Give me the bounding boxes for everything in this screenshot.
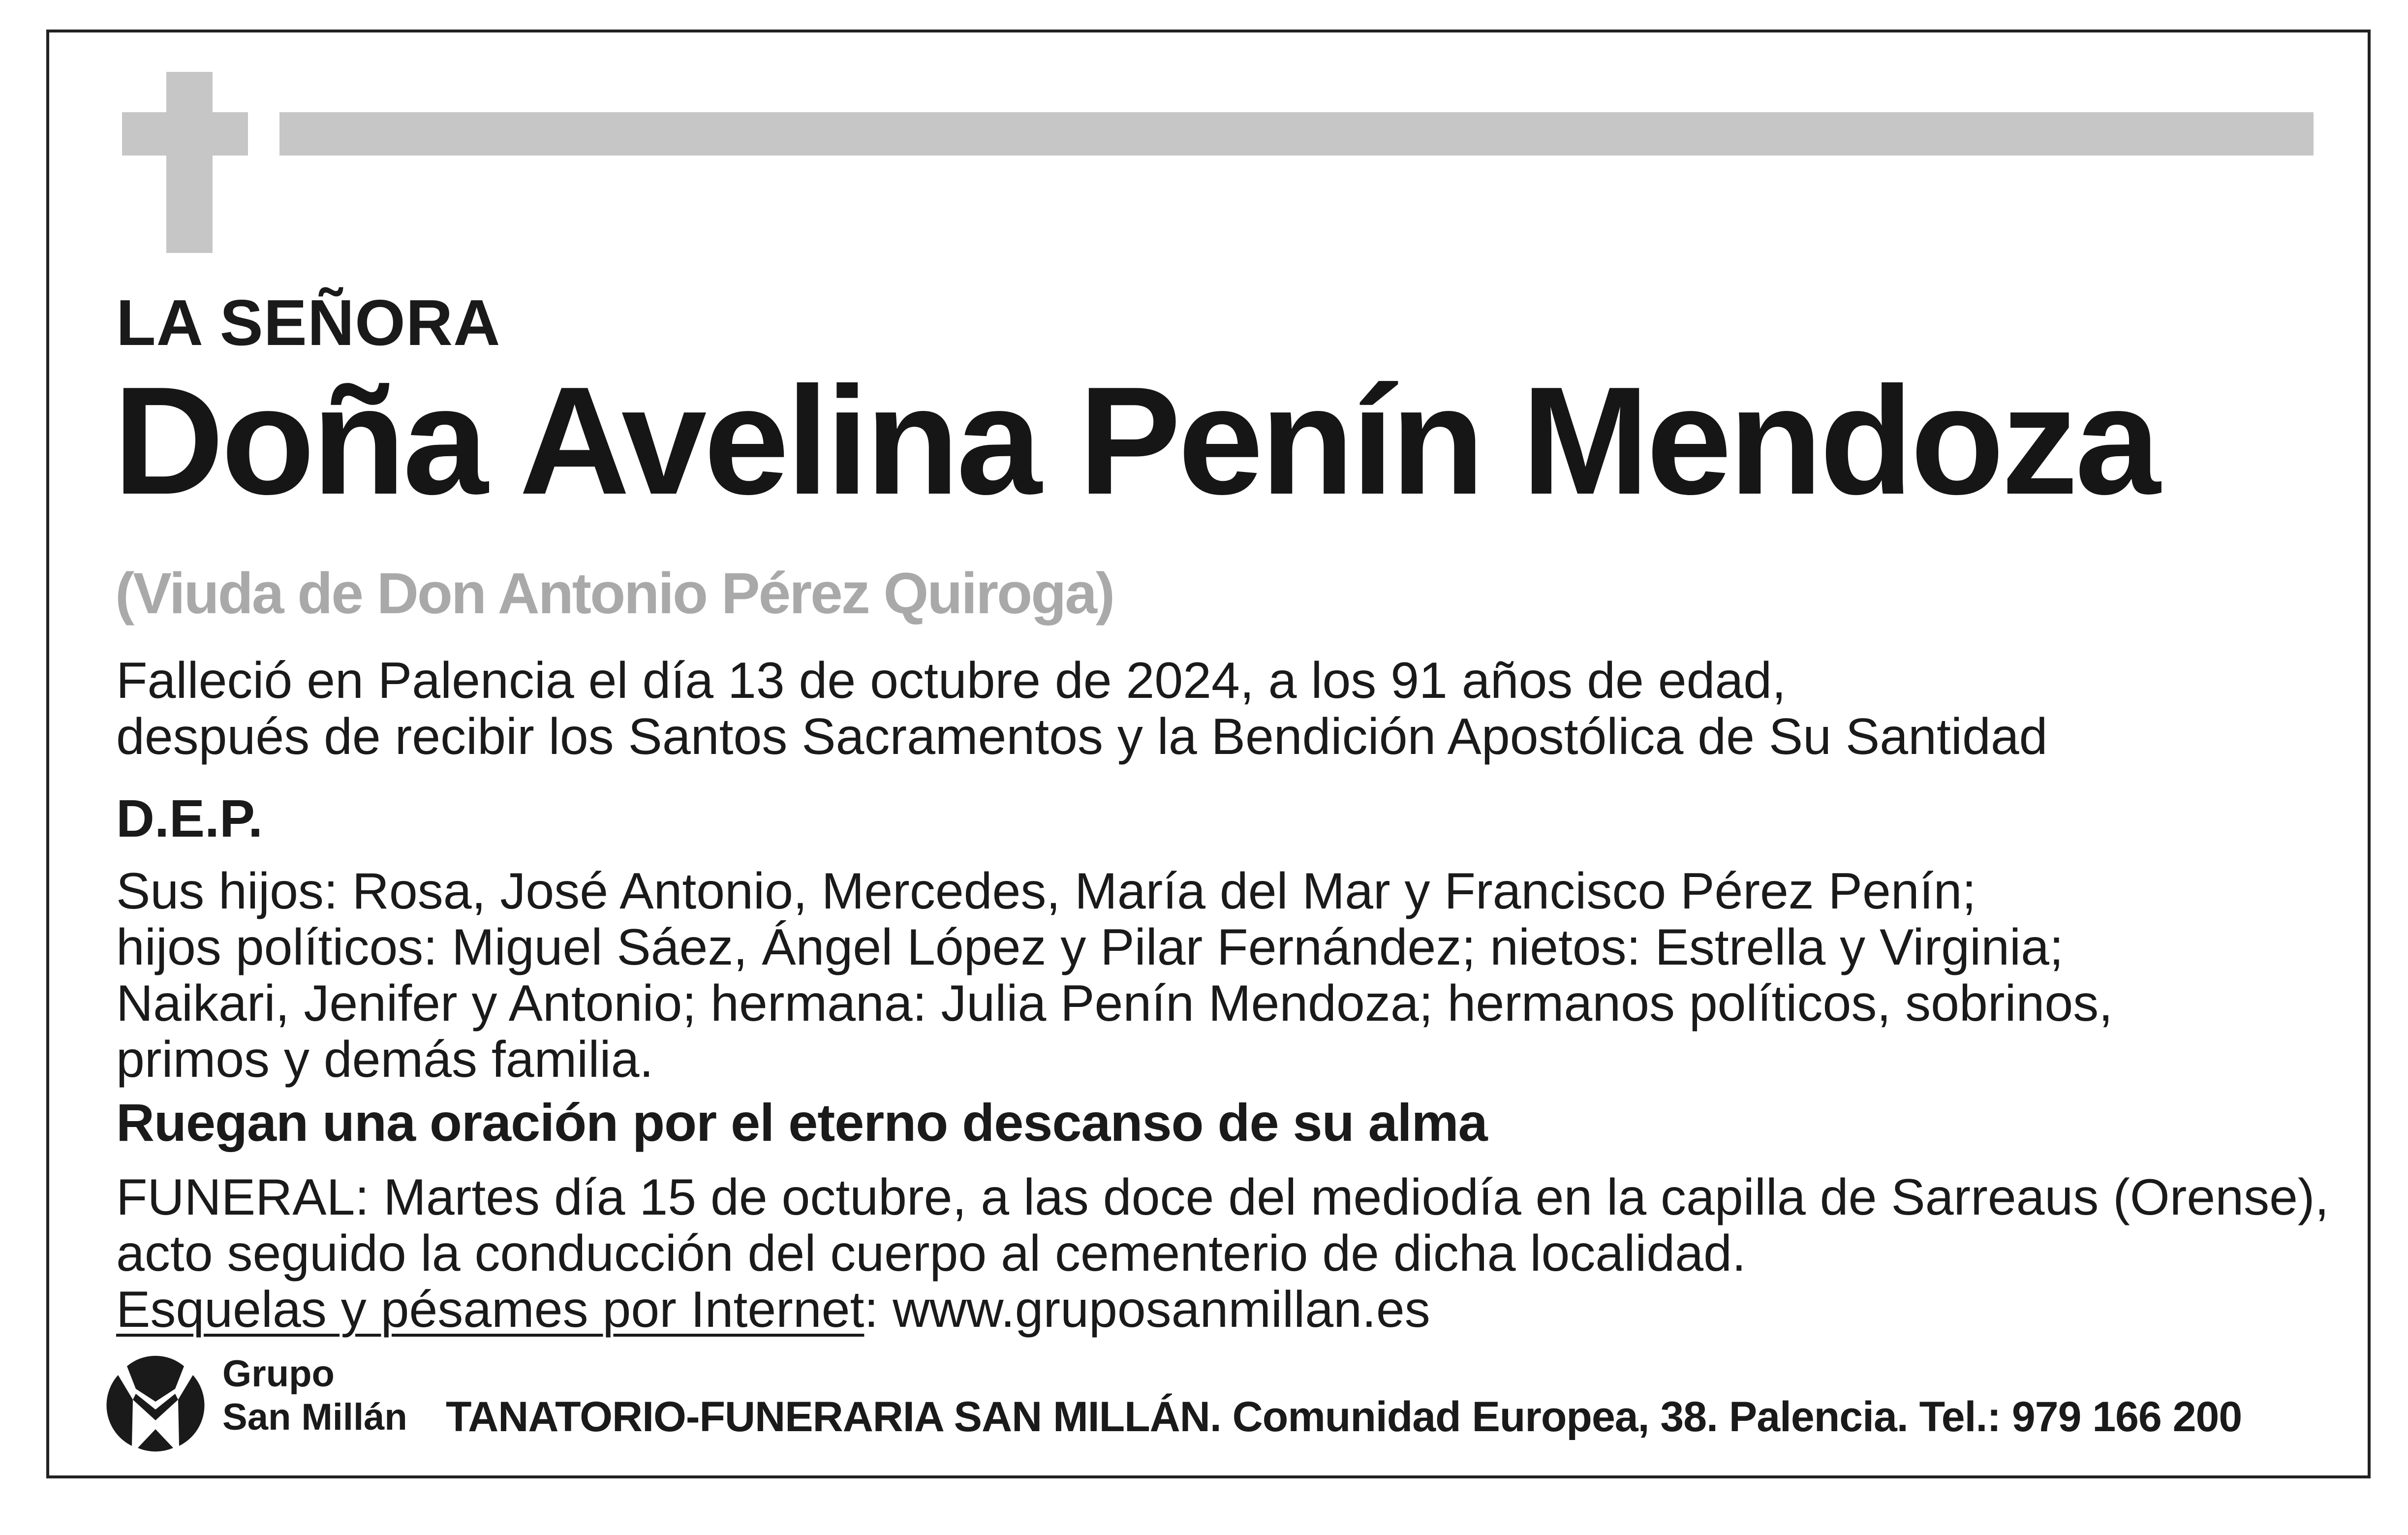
dep-label: D.E.P. xyxy=(116,788,263,848)
prayer-request: Ruegan una oración por el eterno descanso de su alma xyxy=(116,1093,1487,1152)
logo-line-1: Grupo xyxy=(222,1353,335,1395)
funeral-line: FUNERAL: Martes día 15 de octubre, a las doce del mediodía en la capilla de Sarreaus (Orense), xyxy=(116,1169,2329,1226)
family-line: Naikari, Jenifer y Antonio; hermana: Julia Penín Mendoza; hermanos políticos, sobrinos, xyxy=(116,975,2113,1032)
deceased-name: Doña Avelina Penín Mendoza xyxy=(113,355,2158,527)
funeral-line: acto seguido la conducción del cuerpo al cementerio de dicha localidad. xyxy=(116,1225,1746,1282)
title-prefix: LA SEÑORA xyxy=(116,286,501,359)
cross-icon-horizontal xyxy=(122,112,248,156)
header-bar xyxy=(279,112,2314,156)
logo-text xyxy=(222,1352,407,1439)
logo-line-2: San Millán xyxy=(222,1396,407,1438)
funeral-details xyxy=(116,1169,2329,1338)
family-list xyxy=(116,863,2113,1088)
widow-subtitle: (Viuda de Don Antonio Pérez Quiroga) xyxy=(115,561,1114,626)
family-line: primos y demás familia. xyxy=(116,1031,654,1088)
family-line: Sus hijos: Rosa, José Antonio, Mercedes, María del Mar y Francisco Pérez Penín; xyxy=(116,863,1976,920)
cross-icon-vertical xyxy=(166,72,213,253)
internet-separator: : xyxy=(864,1281,893,1338)
grupo-san-millan-logo-icon xyxy=(101,1347,210,1457)
death-notice-line: Falleció en Palencia el día 13 de octubre de 2024, a los 91 años de edad, xyxy=(116,652,1787,709)
funeral-home-footer: TANATORIO-FUNERARIA SAN MILLÁN. Comunidad Europea, 38. Palencia. Tel.: 979 166 200 xyxy=(446,1393,2242,1441)
internet-label-link[interactable]: Esquelas y pésames por Internet xyxy=(116,1281,864,1338)
internet-line xyxy=(116,1282,2329,1338)
internet-url[interactable]: www.gruposanmillan.es xyxy=(893,1281,1430,1338)
family-line: hijos políticos: Miguel Sáez, Ángel López y Pilar Fernández; nietos: Estrella y Virginia; xyxy=(116,919,2064,976)
death-notice-line: después de recibir los Santos Sacramentos y la Bendición Apostólica de Su Santidad xyxy=(116,708,2048,765)
death-notice xyxy=(116,653,2048,765)
